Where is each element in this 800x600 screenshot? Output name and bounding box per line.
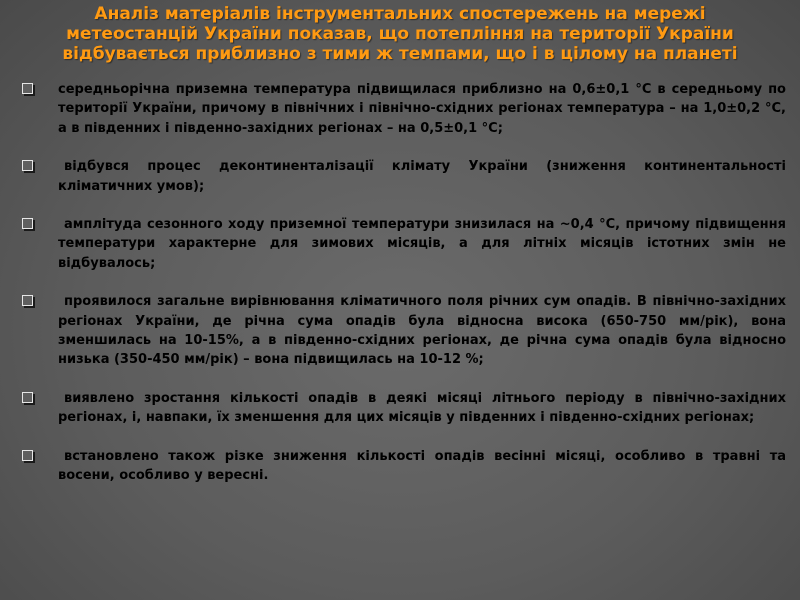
bullet-item <box>18 447 786 486</box>
slide-title-line: Аналіз матеріалів інструментальних спостережень на мережі <box>94 4 706 24</box>
bullet-text: амплітуда сезонного ходу приземної температури знизилася на ~0,4 °С, причому підвищення температури характерне для зимових місяців, а для літніх місяців істотних змін не відбувалось; <box>58 217 786 271</box>
square-checkbox-icon <box>22 450 33 461</box>
square-checkbox-icon <box>22 392 33 403</box>
bullet-item <box>18 157 786 196</box>
bullet-list <box>18 80 786 505</box>
bullet-item <box>18 389 786 428</box>
square-checkbox-icon <box>22 295 33 306</box>
bullet-item <box>18 292 786 370</box>
bullet-text: встановлено також різке зниження кількості опадів весінні місяці, особливо в травні та восени, особливо у вересні. <box>58 448 786 484</box>
slide-title <box>40 4 760 64</box>
bullet-text: середньорічна приземна температура підвищилася приблизно на 0,6±0,1 °С в середньому по території України, причому в північних і північно-східних регіонах температура – на 1,0±0,2 °С, а в південних і південно-західних регіонах – на 0,5±0,1 °С; <box>58 82 786 136</box>
square-checkbox-icon <box>22 218 33 229</box>
bullet-item <box>18 215 786 273</box>
slide-title-line: відбувається приблизно з тими ж темпами, що і в цілому на планеті <box>62 44 738 64</box>
bullet-text: виявлено зростання кількості опадів в деякі місяці літнього періоду в північно-західних регіонах, і, навпаки, їх зменшення для цих місяців у південних і південно-східних регіонах; <box>58 390 786 426</box>
bullet-text: проявилося загальне вирівнювання кліматичного поля річних сум опадів. В північно-західних регіонах України, де річна сума опадів була відносна висока (650-750 мм/рік), вона зменшилась на 10-15%, а в південно-східних регіонах, де річна сума опадів була відносно низька (350-450 мм/рік) – вона підвищилась на 10-12 %; <box>58 294 786 368</box>
slide-title-line: метеостанцій України показав, що потепління на території України <box>66 24 734 44</box>
square-checkbox-icon <box>22 83 33 94</box>
bullet-text: відбувся процес деконтиненталізації клімату України (зниження континентальності кліматичних умов); <box>58 159 786 194</box>
bullet-item <box>18 80 786 138</box>
square-checkbox-icon <box>22 160 33 171</box>
